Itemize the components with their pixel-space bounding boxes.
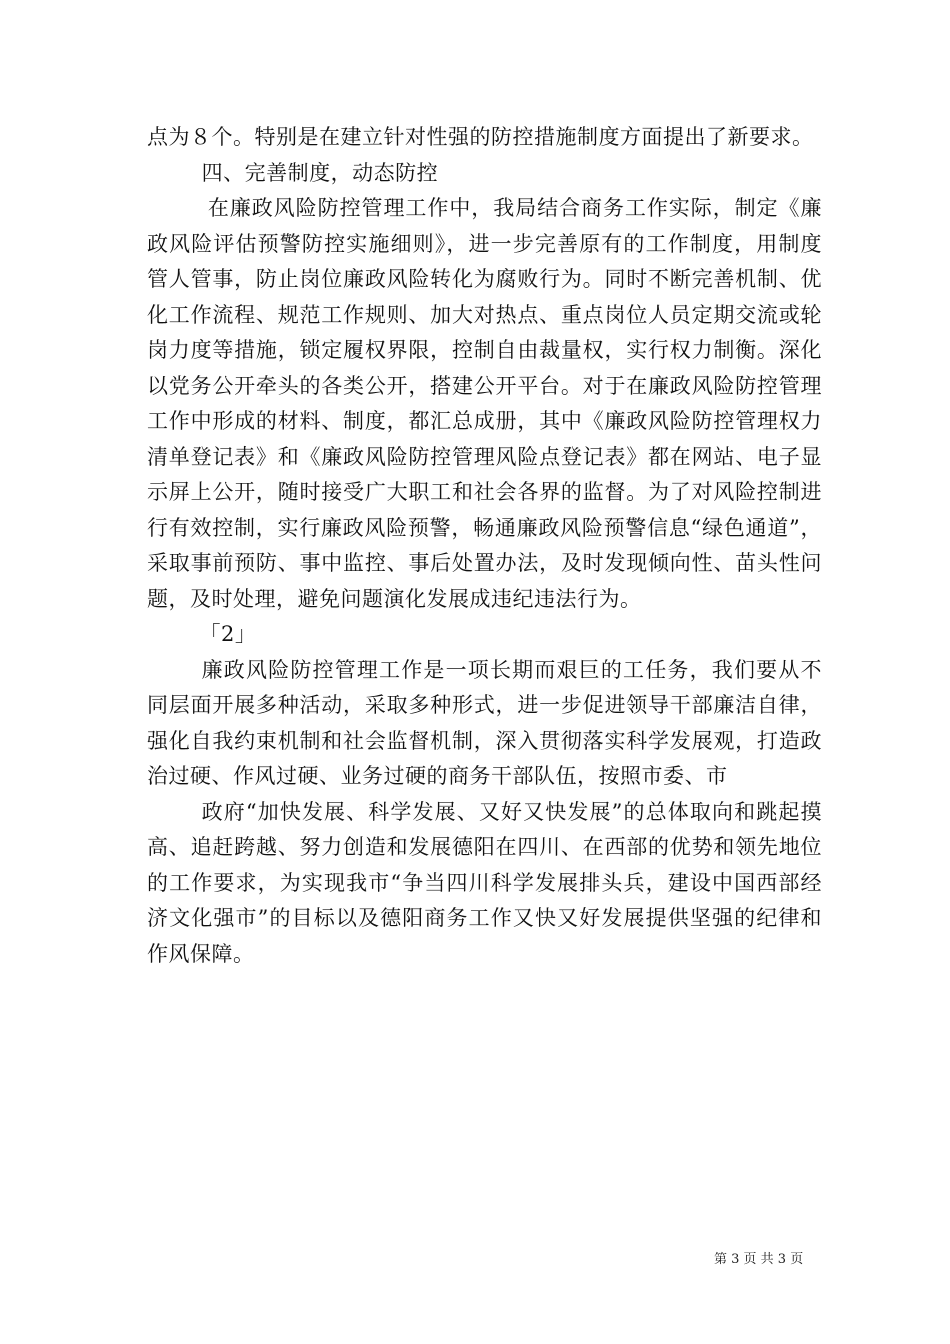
paragraph-summary: 廉政风险防控管理工作是一项长期而艰巨的工任务，我们要从不同层面开展多种活动，采取多种形式，进一步促进领导干部廉洁自律，强化自我约束机制和社会监督机制，深入贯彻落实科学发展观，打造政治过硬、作风过硬、业务过硬的商务干部队伍，按照市委、市 xyxy=(147,657,822,788)
section-heading: 四、完善制度，动态防控 xyxy=(201,160,439,185)
page-number-footer: 第 3 页 共 3 页 xyxy=(714,1252,804,1267)
paragraph-continuation: 点为８个。特别是在建立针对性强的防控措施制度方面提出了新要求。 xyxy=(147,125,814,149)
paragraph-institution: 在廉政风险防控管理工作中，我局结合商务工作实际，制定《廉政风险评估预警防控实施细则》，进一步完善原有的工作制度，用制度管人管事，防止岗位廉政风险转化为腐败行为。同时不断完善机制、优化工作流程、规范工作规则、加大对热点、重点岗位人员定期交流或轮岗力度等措施，锁定履权界限，控制自由裁量权，实行权力制衡。深化以党务公开牵头的各类公开，搭建公开平台。对于在廉政风险防控管理工作中形成的材料、制度，都汇总成册，其中《廉政风险防控管理权力清单登记表》和《廉政风险防控管理风险点登记表》都在网站、电子显示屏上公开，随时接受广大职工和社会各界的监督。为了对风险控制进行有效控制，实行廉政风险预警，畅通廉政风险预警信息“绿色通道”，采取事前预防、事中监控、事后处置办法，及时发现倾向性、苗头性问题，及时处理，避免问题演化发展成违纪违法行为。 xyxy=(147,196,822,611)
section-marker: 「2」 xyxy=(199,622,257,646)
paragraph-conclusion: 政府“加快发展、科学发展、又好又快发展”的总体取向和跳起摸高、追赶跨越、努力创造和发展德阳在四川、在西部的优势和领先地位的工作要求，为实现我市“争当四川科学发展排头兵，建设中国西部经济文化强市”的目标以及德阳商务工作又快又好发展提供坚强的纪律和作风保障。 xyxy=(147,799,822,966)
document-body xyxy=(147,120,822,972)
